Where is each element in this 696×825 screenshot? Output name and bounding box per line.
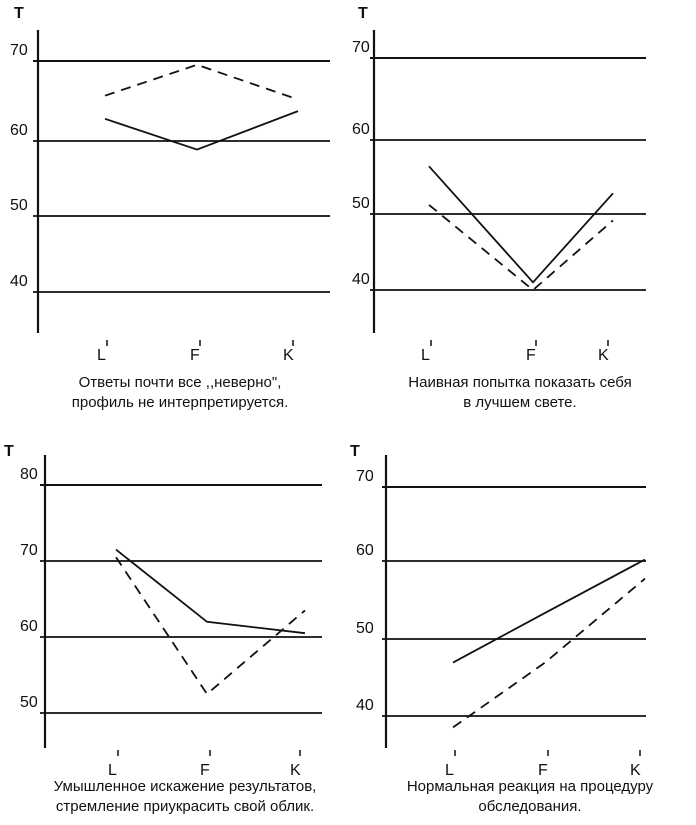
y-tick-label-60: 60 bbox=[356, 542, 374, 559]
caption-1-line-2: профиль не интерпретируется. bbox=[71, 394, 289, 411]
y-tick-label-70: 70 bbox=[20, 542, 38, 559]
series-line-solid bbox=[116, 550, 305, 634]
series-line-solid bbox=[429, 166, 613, 282]
x-tick-label-F: F bbox=[526, 347, 536, 364]
caption-4 bbox=[365, 777, 695, 817]
y-axis-label: T bbox=[358, 5, 368, 22]
y-tick-label-50: 50 bbox=[356, 620, 374, 637]
series-line-dashed bbox=[453, 579, 645, 728]
x-tick-label-F: F bbox=[538, 762, 548, 779]
chart-panel-3 bbox=[0, 430, 348, 825]
series-line-solid bbox=[453, 560, 645, 663]
x-tick-label-L: L bbox=[108, 762, 117, 779]
caption-3-line-2: стремление приукрасить свой облик. bbox=[55, 798, 315, 815]
x-tick-label-K: K bbox=[290, 762, 301, 779]
caption-3-line-1: Умышленное искажение результатов, bbox=[53, 778, 317, 795]
y-axis-label: T bbox=[4, 443, 14, 460]
x-tick-label-L: L bbox=[445, 762, 454, 779]
caption-4-line-2: обследования. bbox=[478, 798, 582, 815]
caption-1-line-1: Ответы почти все ,,неверно", bbox=[78, 374, 282, 391]
y-tick-label-50: 50 bbox=[352, 195, 370, 212]
x-tick-label-L: L bbox=[421, 347, 430, 364]
y-tick-label-40: 40 bbox=[352, 271, 370, 288]
y-tick-label-80: 80 bbox=[20, 466, 38, 483]
y-tick-label-60: 60 bbox=[20, 618, 38, 635]
y-tick-label-70: 70 bbox=[352, 39, 370, 56]
x-tick-label-L: L bbox=[97, 347, 106, 364]
y-tick-label-60: 60 bbox=[352, 121, 370, 138]
y-tick-label-60: 60 bbox=[10, 122, 28, 139]
y-tick-label-40: 40 bbox=[10, 273, 28, 290]
series-line-dashed bbox=[105, 65, 298, 100]
series-line-solid bbox=[105, 111, 298, 150]
y-tick-label-50: 50 bbox=[10, 197, 28, 214]
x-tick-label-K: K bbox=[630, 762, 641, 779]
y-tick-label-70: 70 bbox=[10, 42, 28, 59]
series-line-dashed bbox=[429, 205, 613, 290]
caption-4-line-1: Нормальная реакция на процедуру bbox=[406, 778, 654, 795]
y-tick-label-40: 40 bbox=[356, 697, 374, 714]
caption-3 bbox=[5, 777, 365, 817]
y-axis-label: T bbox=[14, 5, 24, 22]
caption-2-line-2: в лучшем свете. bbox=[463, 394, 577, 411]
caption-2 bbox=[355, 373, 685, 413]
y-axis-label: T bbox=[350, 443, 360, 460]
y-tick-label-70: 70 bbox=[356, 468, 374, 485]
chart-panel-4 bbox=[348, 430, 696, 825]
x-tick-label-F: F bbox=[190, 347, 200, 364]
caption-1 bbox=[15, 373, 345, 413]
series-line-dashed bbox=[116, 557, 305, 694]
y-tick-label-50: 50 bbox=[20, 694, 38, 711]
x-tick-label-F: F bbox=[200, 762, 210, 779]
caption-2-line-1: Наивная попытка показать себя bbox=[408, 374, 632, 391]
x-tick-label-K: K bbox=[598, 347, 609, 364]
x-tick-label-K: K bbox=[283, 347, 294, 364]
